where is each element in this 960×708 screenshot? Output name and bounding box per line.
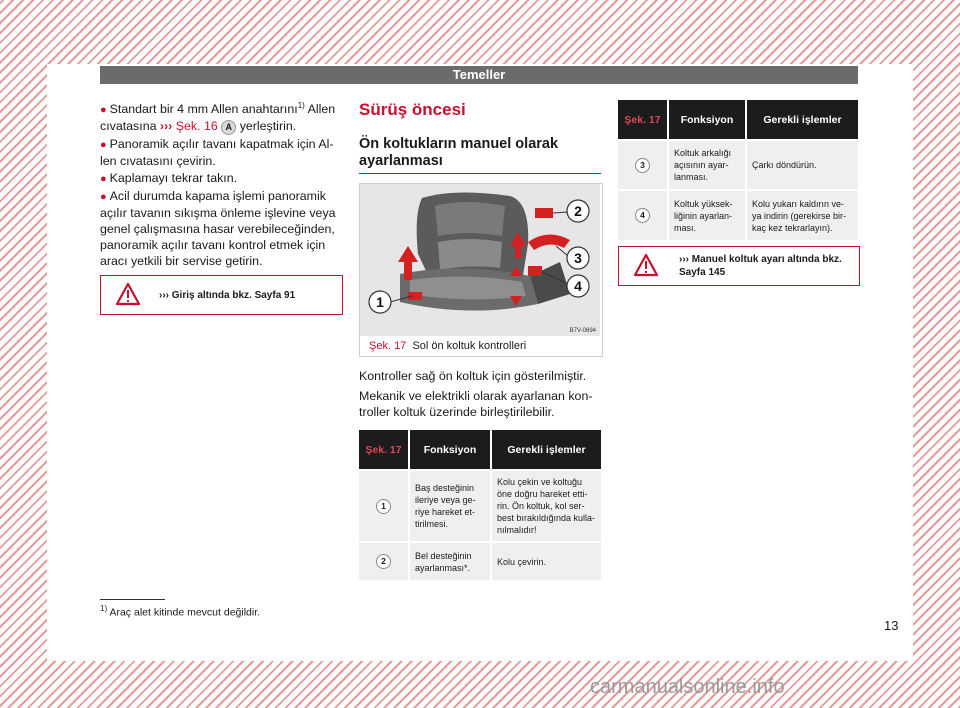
seat-figure — [360, 184, 600, 336]
table-header: Şek. 17 — [618, 100, 668, 140]
figure-label-3: 3 — [574, 250, 582, 266]
table-header: Fonksiyon — [668, 100, 746, 140]
table-header: Gerekli işlemler — [746, 100, 858, 140]
figure-caption: Şek. 17 Sol ön koltuk kontrolleri — [369, 340, 527, 352]
warning-link[interactable]: ››› Manuel koltuk ayarı altında bkz. Sayfa 145 — [679, 254, 842, 278]
controls-table — [359, 430, 601, 580]
table-row — [359, 470, 601, 542]
bullet-icon: ● — [100, 173, 107, 186]
controls-table-continued — [618, 100, 858, 240]
section-title: Sürüş öncesi — [359, 100, 466, 119]
paragraph: Kontroller sağ ön koltuk için gösterilmiştir. — [359, 369, 587, 383]
list-item: ● Standart bir 4 mm Allen anahtarını$^{1)}$ Allen cıvatasına ››› Şek. 16 A yerleştirin. — [100, 101, 336, 134]
table-cell: Koltuk arkalığı açısının ayar-lanması. — [668, 140, 746, 190]
table-cell: Kolu yukarı kaldırın ve-ya indirin (gerekirse bir-kaç kez tekrarlayın). — [746, 190, 858, 240]
row-number: 1 — [376, 499, 391, 514]
bullet-icon: ● — [100, 139, 107, 152]
table-header: Gerekli işlemler — [491, 430, 601, 470]
table-cell: Kolu çekin ve koltuğu öne doğru hareket etti-rin. Ön koltuk, kol ser-best bırakıldığında kulla-nılmalıdır! — [491, 470, 601, 542]
table-row — [359, 542, 601, 580]
car-seat-illustration — [360, 184, 600, 336]
watermark: carmanualsonline.info — [590, 676, 785, 698]
row-number: 2 — [376, 554, 391, 569]
left-column — [100, 98, 342, 270]
table-cell: Koltuk yüksek-liğinin ayarlan-ması. — [668, 190, 746, 240]
list-item: ● Panoramik açılır tavanı kapatmak için Al-len cıvatasını çevirin. — [100, 137, 334, 169]
table-row — [618, 190, 858, 240]
warning-box — [100, 275, 343, 315]
row-number: 3 — [635, 158, 650, 173]
row-number: 4 — [635, 208, 650, 223]
figure-label-1: 1 — [376, 294, 384, 310]
figure-link[interactable]: Şek. 16 — [175, 119, 218, 134]
list-item: ● Kaplamayı tekrar takın. — [100, 171, 238, 186]
callout-label: A — [221, 120, 236, 135]
table-cell: Çarkı döndürün. — [746, 140, 858, 190]
section-header: Temeller — [100, 66, 858, 84]
figure-label-2: 2 — [574, 203, 582, 219]
figure-label-4: 4 — [574, 278, 582, 294]
table-cell: Baş desteğinin ileriye veya ge-riye hareket et-tirilmesi. — [409, 470, 491, 542]
arrows-icon: ››› — [159, 119, 173, 134]
table-cell: Bel desteğinin ayarlanması*. — [409, 542, 491, 580]
table-cell: Kolu çevirin. — [491, 542, 601, 580]
table-header: Fonksiyon — [409, 430, 491, 470]
figure-code: B7V-0694 — [569, 328, 596, 334]
warning-box — [618, 246, 860, 286]
figure-ref: Şek. 17 — [369, 340, 407, 352]
page-number: 13 — [884, 618, 899, 633]
list-item: ● Acil durumda kapama işlemi panoramik açılır tavanın sıkışma önleme işlevine veya genel çalışmasına hasar verebileceğinden, panoramik açılır tavanı kontrol etmek için aracı yetkili bir servise getirin. — [100, 189, 336, 269]
table-header: Şek. 17 — [359, 430, 409, 470]
table-row — [618, 140, 858, 190]
title-underline — [359, 173, 601, 174]
footnote-divider — [100, 599, 165, 600]
footnote-ref[interactable]: 1) — [297, 101, 305, 110]
warning-link[interactable]: ››› Giriş altında bkz. Sayfa 91 — [159, 290, 296, 301]
subsection-title: Ön koltukların manuel olarak ayarlanması — [359, 136, 559, 169]
bullet-icon: ● — [100, 104, 107, 117]
bullet-icon: ● — [100, 191, 107, 204]
footnote: $^{1)}$ Araç alet kitinde mevcut değildir. — [100, 604, 261, 619]
middle-column — [359, 100, 601, 120]
warning-triangle-icon — [633, 253, 659, 277]
warning-triangle-icon — [115, 282, 141, 306]
paragraph: Mekanik ve elektrikli olarak ayarlanan kon-troller koltuk üzerinde birleştirilebilir. — [359, 389, 593, 419]
